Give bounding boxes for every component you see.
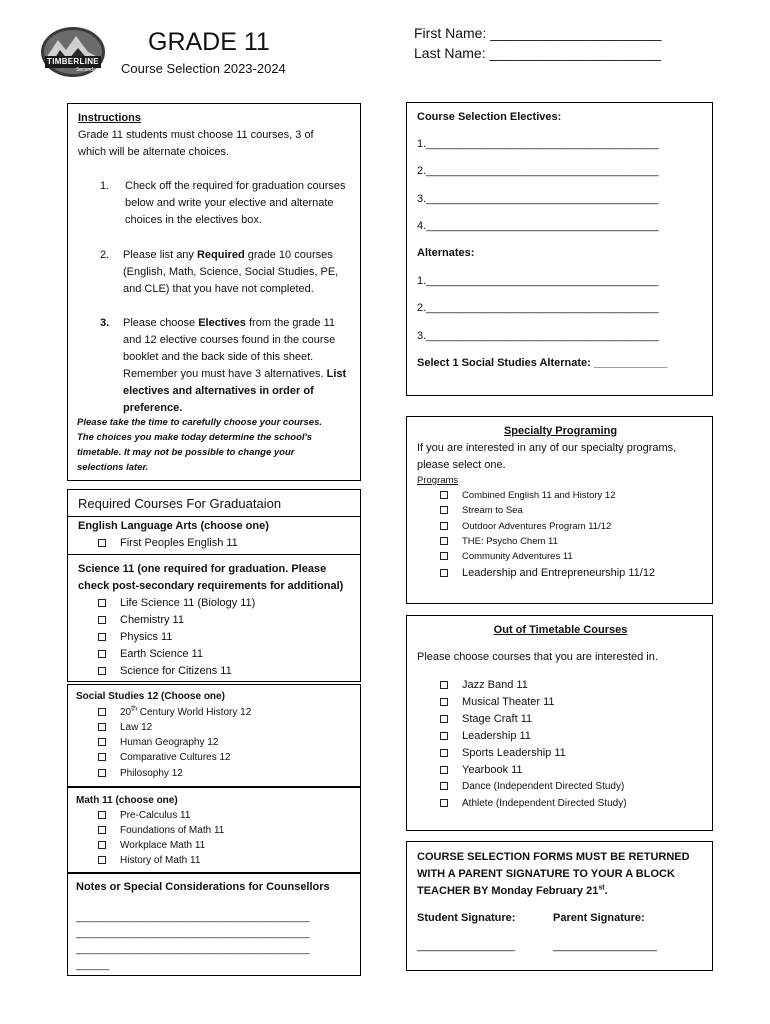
timetable-option[interactable]: Dance (Independent Directed Study) — [440, 779, 624, 794]
return-notice: COURSE SELECTION FORMS MUST BE RETURNED WITH A PARENT SIGNATURE TO YOUR A BLOCK TEACHER BY Monday February 21st. — [417, 851, 690, 897]
checkbox[interactable] — [440, 491, 448, 499]
social-studies-option[interactable]: Law 12 — [98, 720, 152, 735]
step-3-text: Please choose Electives from the grade 11 and 12 elective courses found in the course booklet and the back side of this sheet. Remember you must have 3 alternatives. List electives and alternatives in order of preference. — [123, 317, 347, 414]
math-option[interactable]: History of Math 11 — [98, 853, 200, 868]
alternate-line[interactable]: 1.______________________________________ — [417, 275, 659, 287]
notes-line[interactable]: ______ — [76, 960, 110, 971]
timetable-option[interactable]: Athlete (Independent Directed Study) — [440, 796, 627, 811]
required-courses-box — [67, 489, 361, 682]
math-option[interactable]: Workplace Math 11 — [98, 838, 205, 853]
social-studies-option[interactable]: Comparative Cultures 12 — [98, 750, 231, 765]
elective-line[interactable]: 4.______________________________________ — [417, 220, 659, 232]
checkbox[interactable] — [440, 749, 448, 757]
specialty-heading: Specialty Programing — [503, 425, 618, 437]
checkbox[interactable] — [98, 826, 106, 834]
math-option[interactable]: Foundations of Math 11 — [98, 823, 224, 838]
student-signature-line[interactable]: ________________ — [417, 940, 515, 952]
step-1-text: Check off the required for graduation courses below and write your elective and alternate choices in the electives box. — [125, 180, 346, 226]
timetable-heading: Out of Timetable Courses — [493, 624, 628, 636]
checkbox[interactable] — [98, 738, 106, 746]
ela-heading: English Language Arts (choose one) — [78, 520, 269, 532]
electives-box — [406, 102, 713, 396]
checkbox[interactable] — [98, 708, 106, 716]
program-option[interactable]: THE: Psycho Chem 11 — [440, 534, 558, 549]
social-studies-option[interactable]: Philosophy 12 — [98, 766, 183, 781]
program-option[interactable]: Community Adventures 11 — [440, 549, 573, 564]
math-box — [67, 787, 361, 873]
notes-box — [67, 873, 361, 976]
school-logo — [40, 26, 106, 78]
timetable-option[interactable]: Musical Theater 11 — [440, 694, 555, 711]
timetable-option[interactable]: Sports Leadership 11 — [440, 745, 566, 762]
programs-label: Programs — [417, 475, 459, 486]
science-option[interactable]: Chemistry 11 — [98, 612, 184, 629]
math-heading: Math 11 (choose one) — [76, 795, 178, 806]
timetable-option[interactable]: Jazz Band 11 — [440, 677, 528, 694]
specialty-intro: If you are interested in any of our specialty programs, please select one. — [417, 442, 677, 471]
alternates-heading: Alternates: — [417, 247, 475, 259]
notes-line[interactable]: __________________________________________ — [76, 944, 310, 955]
notes-heading: Notes or Special Considerations for Counsellors — [76, 881, 330, 893]
science-option[interactable]: Life Science 11 (Biology 11) — [98, 595, 255, 612]
elective-line[interactable]: 3.______________________________________ — [417, 193, 659, 205]
checkbox[interactable] — [440, 799, 448, 807]
checkbox[interactable] — [98, 599, 106, 607]
logo-text: TIMBERLINE — [47, 57, 99, 66]
instructions-note: Please take the time to carefully choose your courses. The choices you make today determine the school's timetable. It may not be possible to change your selections later. — [77, 417, 322, 473]
checkbox[interactable] — [440, 552, 448, 560]
parent-signature-label: Parent Signature: — [553, 912, 645, 924]
checkbox[interactable] — [98, 650, 106, 658]
checkbox[interactable] — [440, 681, 448, 689]
required-heading: Required Courses For Graduataion — [78, 496, 282, 511]
checkbox[interactable] — [98, 841, 106, 849]
return-box — [406, 841, 713, 971]
alternate-line[interactable]: 2.______________________________________ — [417, 302, 659, 314]
checkbox[interactable] — [440, 698, 448, 706]
program-option[interactable]: Outdoor Adventures Program 11/12 — [440, 519, 611, 534]
elective-line[interactable]: 2.______________________________________ — [417, 165, 659, 177]
instructions-intro: Grade 11 students must choose 11 courses, 3 of which will be alternate choices. — [78, 129, 314, 158]
checkbox[interactable] — [98, 811, 106, 819]
checkbox[interactable] — [98, 633, 106, 641]
notes-line[interactable]: __________________________________________ — [76, 912, 310, 923]
program-option[interactable]: Combined English 11 and History 12 — [440, 488, 616, 503]
checkbox[interactable] — [98, 769, 106, 777]
parent-signature-line[interactable]: _________________ — [553, 940, 658, 952]
instructions-heading: Instructions — [78, 112, 141, 124]
step-2-number: 2. — [100, 249, 110, 261]
timetable-option[interactable]: Yearbook 11 — [440, 762, 523, 779]
timetable-option[interactable]: Leadership 11 — [440, 728, 531, 745]
timetable-intro: Please choose courses that you are interested in. — [417, 651, 658, 663]
checkbox[interactable] — [440, 766, 448, 774]
checkbox[interactable] — [98, 723, 106, 731]
checkbox[interactable] — [440, 715, 448, 723]
elective-line[interactable]: 1.______________________________________ — [417, 138, 659, 150]
step-1-number: 1. — [100, 180, 110, 192]
checkbox[interactable] — [98, 856, 106, 864]
social-studies-alternate[interactable]: Select 1 Social Studies Alternate: ____________ — [417, 357, 668, 369]
ela-option[interactable]: First Peoples English 11 — [98, 535, 238, 552]
step-3-number: 3. — [100, 317, 110, 329]
science-heading: Science 11 (one required for graduation. Please check post-secondary requirements for additional) — [78, 563, 344, 592]
program-option[interactable]: Leadership and Entrepreneurship 11/12 — [440, 565, 655, 582]
checkbox[interactable] — [440, 506, 448, 514]
checkbox[interactable] — [98, 667, 106, 675]
science-option[interactable]: Earth Science 11 — [98, 646, 203, 663]
science-option[interactable]: Physics 11 — [98, 629, 172, 646]
electives-heading: Course Selection Electives: — [417, 111, 562, 123]
math-option[interactable]: Pre-Calculus 11 — [98, 808, 190, 823]
logo-subtext: Secondary — [76, 67, 100, 73]
science-option[interactable]: Science for Citizens 11 — [98, 663, 232, 680]
checkbox[interactable] — [440, 732, 448, 740]
social-studies-option[interactable]: Human Geography 12 — [98, 735, 218, 750]
specialty-box — [406, 416, 713, 604]
page-subtitle: Course Selection 2023-2024 — [121, 61, 286, 76]
checkbox[interactable] — [440, 522, 448, 530]
checkbox[interactable] — [440, 782, 448, 790]
timetable-box — [406, 615, 713, 831]
checkbox[interactable] — [98, 539, 106, 547]
social-studies-option[interactable]: 20th Century World History 12 — [98, 705, 251, 720]
instructions-box — [67, 103, 361, 481]
last-name-field[interactable]: Last Name: ______________________ — [414, 45, 661, 61]
social-studies-heading: Social Studies 12 (Choose one) — [76, 691, 225, 702]
page-title: GRADE 11 — [148, 28, 270, 56]
checkbox[interactable] — [440, 569, 448, 577]
step-2-text: Please list any Required grade 10 courses (English, Math, Science, Social Studies, PE, and CLE) that you have not completed. — [123, 249, 339, 295]
student-signature-label: Student Signature: — [417, 912, 516, 924]
social-studies-box — [67, 684, 361, 787]
notes-line[interactable]: __________________________________________ — [76, 928, 310, 939]
checkbox[interactable] — [98, 753, 106, 761]
checkbox[interactable] — [98, 616, 106, 624]
first-name-field[interactable]: First Name: ______________________ — [414, 25, 662, 41]
alternate-line[interactable]: 3.______________________________________ — [417, 330, 659, 342]
program-option[interactable]: Stream to Sea — [440, 503, 523, 518]
checkbox[interactable] — [440, 537, 448, 545]
timetable-option[interactable]: Stage Craft 11 — [440, 711, 532, 728]
